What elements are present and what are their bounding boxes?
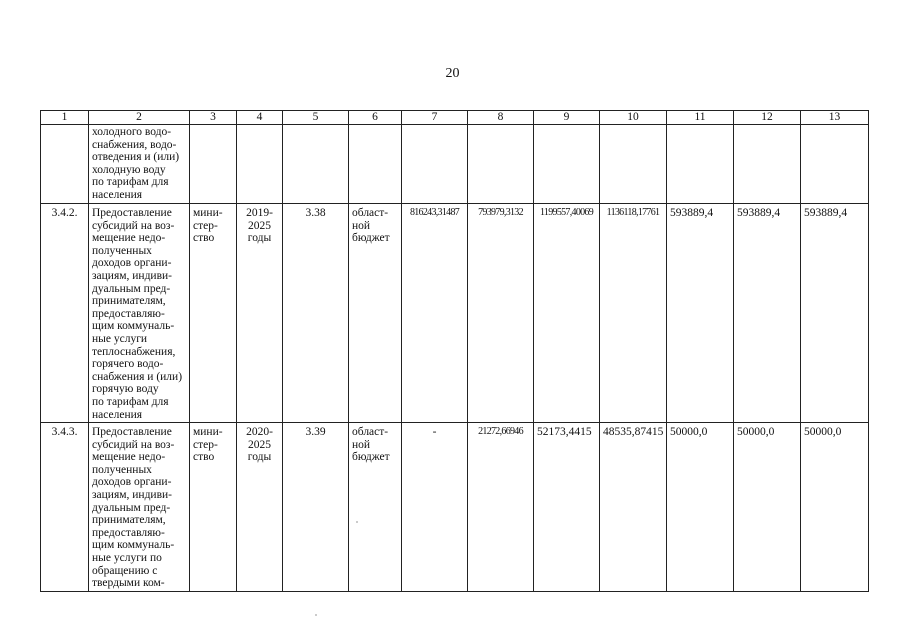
cell-col-10: 1136118,17761 [600, 204, 667, 423]
column-header: 3 [190, 111, 237, 125]
column-header: 1 [41, 111, 89, 125]
column-header: 5 [283, 111, 349, 125]
cell-executor [190, 125, 237, 204]
column-header: 9 [534, 111, 600, 125]
cell-col-12: 50000,0 [734, 423, 801, 592]
cell-col-11: 50000,0 [667, 423, 734, 592]
cell-period: 2020- 2025 годы [237, 423, 283, 592]
cell-activity-name: Предоставление субсидий на воз- мещение недо- полученных доходов органи- зациям, индиви- дуальным пред- принимателям, предоставляю- щим коммуналь- ные услуги теплоснабжения, горячего водо- снабжения и (или) горячую воду по тарифам для населения [89, 204, 190, 423]
cell-period [237, 125, 283, 204]
cell-col-13 [801, 125, 869, 204]
cell-funding-source [349, 125, 402, 204]
cell-col-7 [402, 125, 468, 204]
column-header: 8 [468, 111, 534, 125]
page-number: 20 [445, 66, 460, 81]
scan-speck [356, 521, 358, 523]
budget-table [40, 110, 869, 592]
cell-funding-source: област- ной бюджет [349, 423, 402, 592]
cell-indicator: 3.38 [283, 204, 349, 423]
column-header: 13 [801, 111, 869, 125]
cell-col-10: 48535,87415 [600, 423, 667, 592]
cell-executor: мини- стер- ство [190, 204, 237, 423]
column-header: 4 [237, 111, 283, 125]
cell-item-number: 3.4.2. [41, 204, 89, 423]
cell-item-number [41, 125, 89, 204]
cell-col-13: 50000,0 [801, 423, 869, 592]
column-header: 6 [349, 111, 402, 125]
column-header: 7 [402, 111, 468, 125]
cell-col-9: 1199557,40069 [534, 204, 600, 423]
cell-executor: мини- стер- ство [190, 423, 237, 592]
column-header: 2 [89, 111, 190, 125]
column-header: 11 [667, 111, 734, 125]
cell-col-10 [600, 125, 667, 204]
cell-indicator: 3.39 [283, 423, 349, 592]
cell-col-8 [468, 125, 534, 204]
table-row [41, 204, 869, 423]
cell-activity-name: холодного водо- снабжения, водо- отведения и (или) холодную воду по тарифам для населения [89, 125, 190, 204]
cell-col-8: 21272,66946 [468, 423, 534, 592]
cell-item-number: 3.4.3. [41, 423, 89, 592]
cell-col-13: 593889,4 [801, 204, 869, 423]
cell-col-11 [667, 125, 734, 204]
scan-speck [315, 614, 317, 616]
column-header: 10 [600, 111, 667, 125]
cell-col-12 [734, 125, 801, 204]
cell-col-9 [534, 125, 600, 204]
table-header-row [41, 111, 869, 125]
cell-period: 2019- 2025 годы [237, 204, 283, 423]
table-row [41, 125, 869, 204]
column-header: 12 [734, 111, 801, 125]
cell-funding-source: област- ной бюджет [349, 204, 402, 423]
cell-col-7: 816243,31487 [402, 204, 468, 423]
cell-activity-name: Предоставление субсидий на воз- мещение недо- полученных доходов органи- зациям, индиви- дуальным пред- принимателям, предоставляю- щим коммуналь- ные услуги по обращению с твердыми ком- [89, 423, 190, 592]
cell-col-12: 593889,4 [734, 204, 801, 423]
cell-col-9: 52173,4415 [534, 423, 600, 592]
cell-indicator [283, 125, 349, 204]
cell-col-11: 593889,4 [667, 204, 734, 423]
table-row [41, 423, 869, 592]
cell-col-7: - [402, 423, 468, 592]
cell-col-8: 793979,3132 [468, 204, 534, 423]
